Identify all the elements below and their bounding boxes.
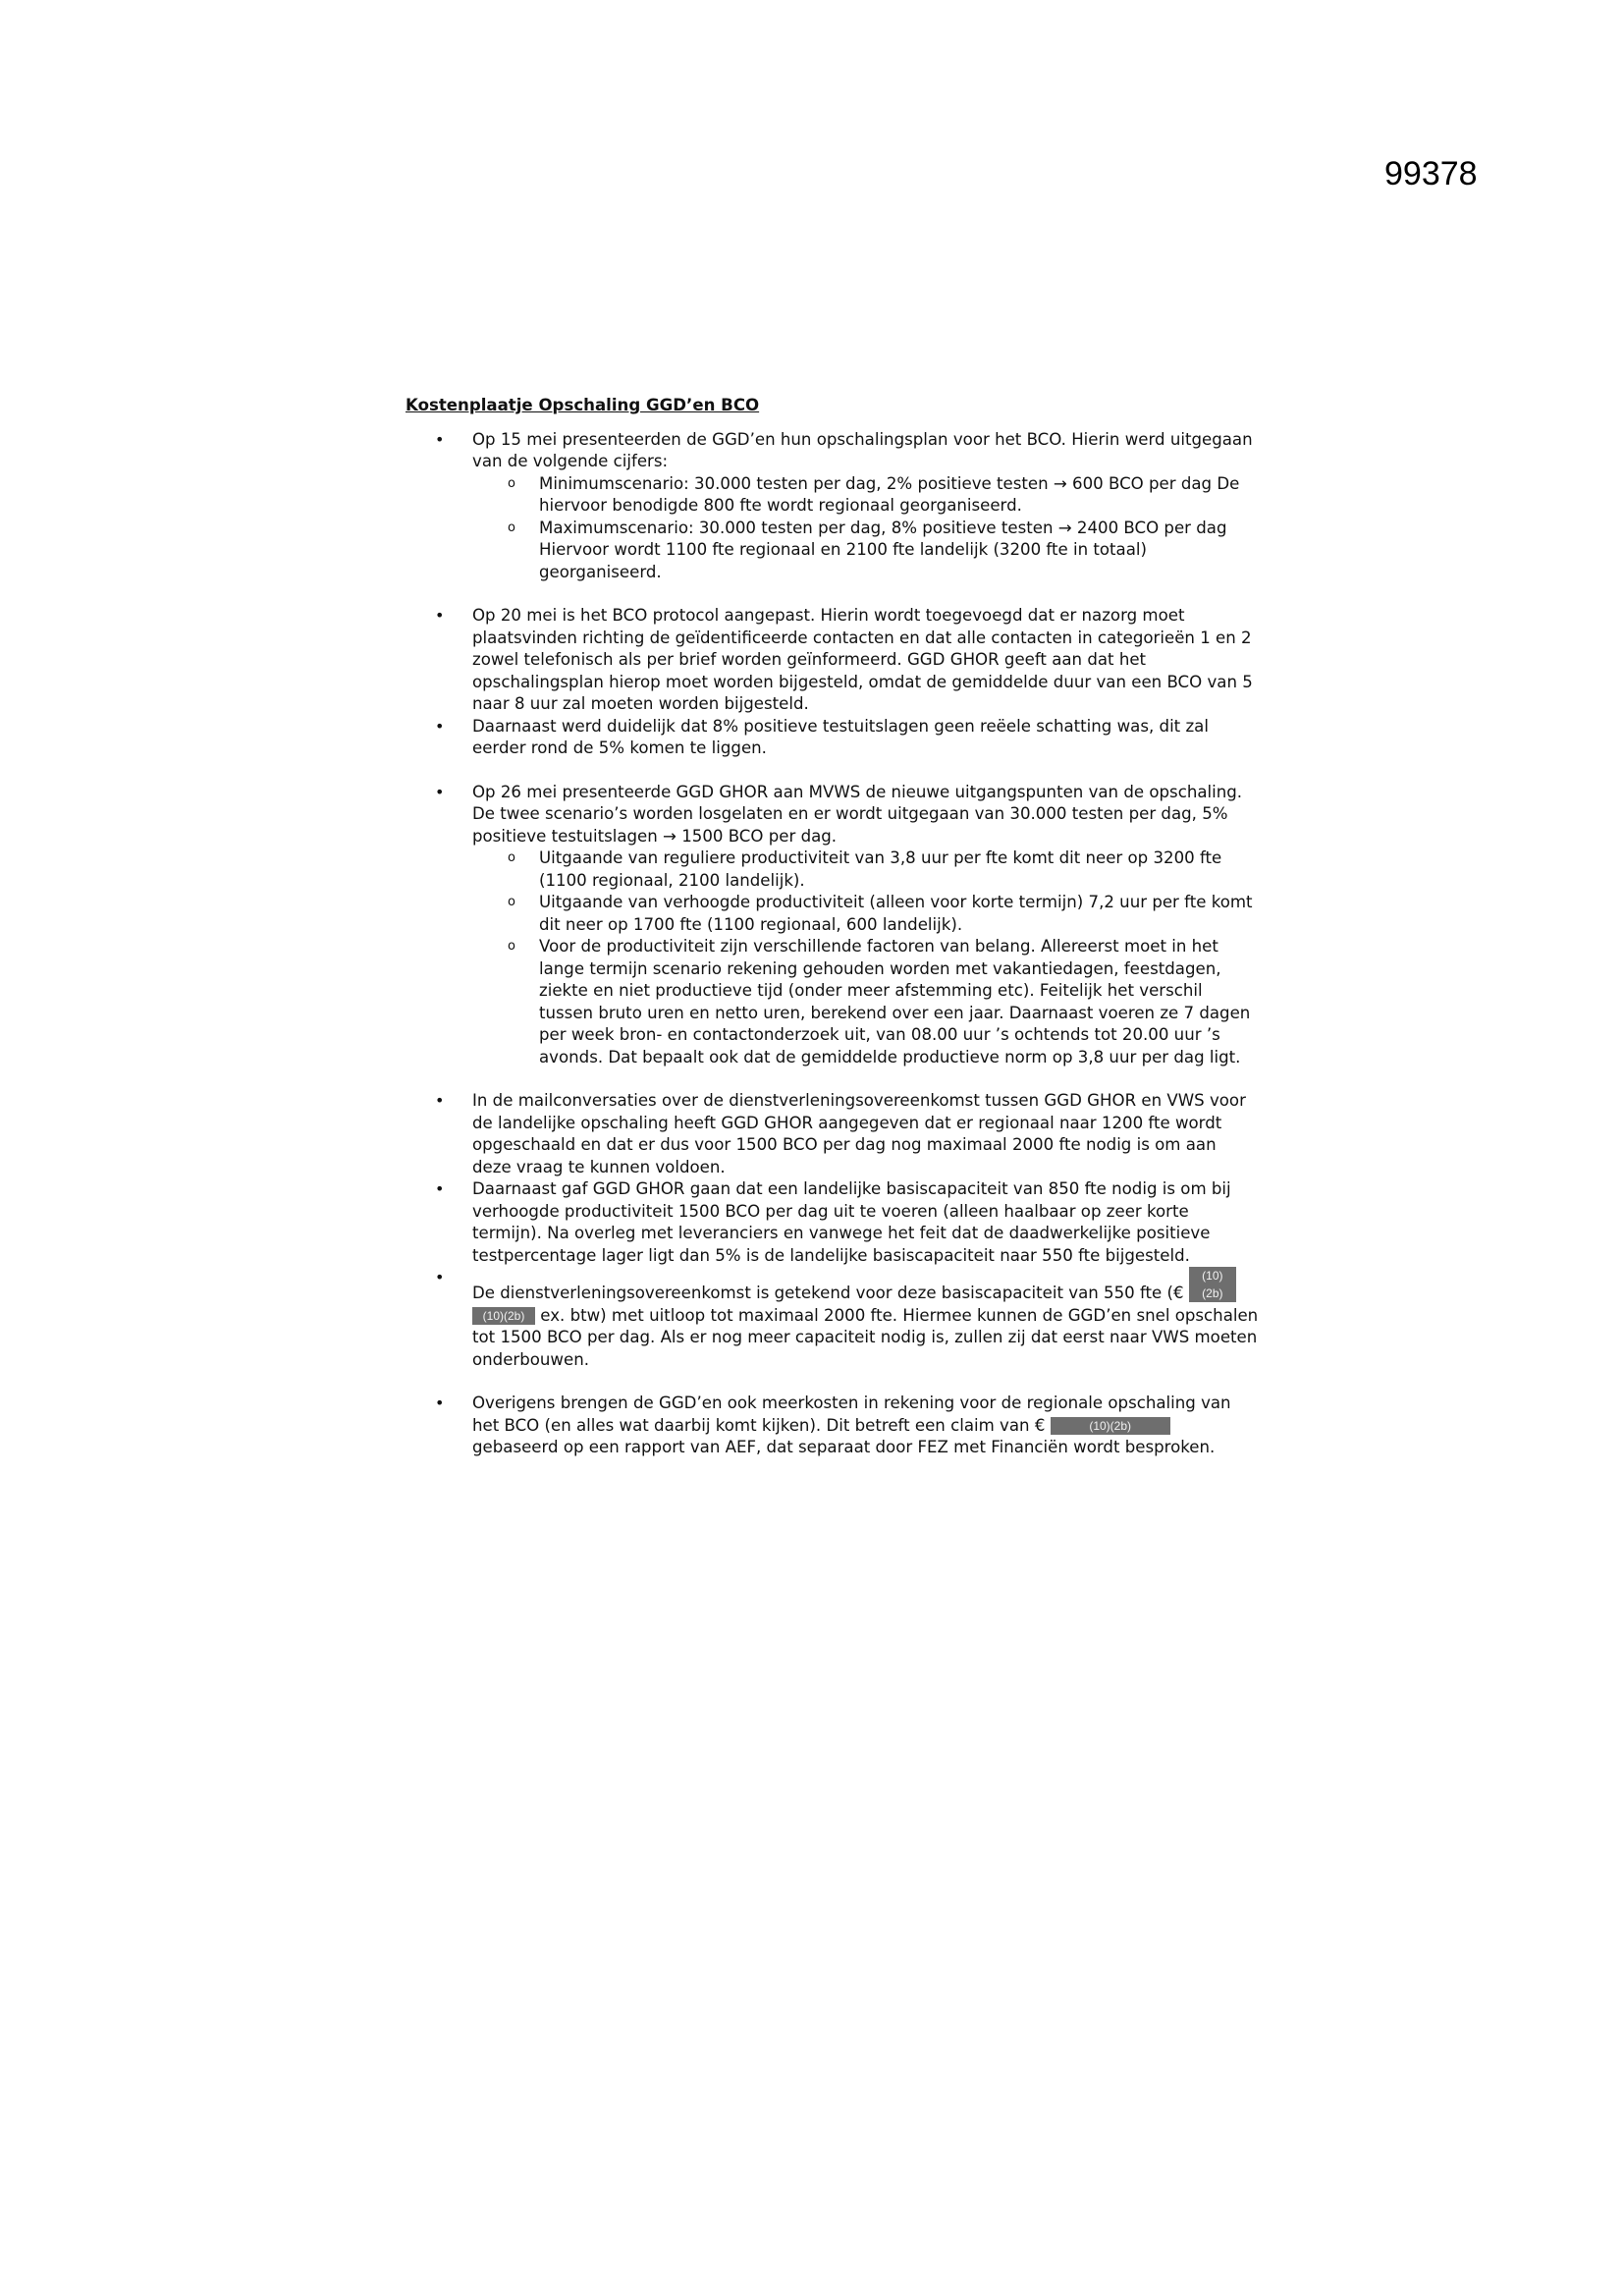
bullet-text: Daarnaast gaf GGD GHOR gaan dat een landelijke basiscapaciteit van 850 fte nodig is om bij verhoogde productiviteit 1500 BCO per dag uit te voeren (alleen haalbaar op zeer korte termijn). Na overleg met leveranciers en vanwege het feit dat de daadwerkelijke positieve testpercentage lager ligt dan 5% is de landelijke basiscapaciteit naar 550 fte bijgesteld. — [472, 1179, 1231, 1265]
bullet-text: gebaseerd op een rapport van AEF, dat separaat door FEZ met Financiën wordt besproken. — [472, 1438, 1216, 1456]
bullet-item — [406, 716, 1260, 760]
sub-text: Maximumscenario: 30.000 testen per dag, 8% positieve testen → 2400 BCO per dag Hiervoor wordt 1100 fte regionaal en 2100 fte landelijk (3200 fte in totaal) georganiseerd. — [539, 518, 1227, 581]
bullet-text: Op 20 mei is het BCO protocol aangepast. Hierin wordt toegevoegd dat er nazorg moet plaatsvinden richting de geïdentificeerde contacten en dat alle contacten in categorieën 1 en 2 zowel telefonisch als per brief worden geïnformeerd. GGD GHOR geeft aan dat het opschalingsplan hierop moet worden bijgesteld, omdat de gemiddelde duur van een BCO van 5 naar 8 uur zal moeten worden bijgesteld. — [472, 606, 1253, 713]
redaction-box: (10)(2b) — [1051, 1417, 1170, 1435]
sub-text: Uitgaande van verhoogde productiviteit (alleen voor korte termijn) 7,2 uur per fte komt dit neer op 1700 fte (1100 regionaal, 600 landelijk). — [539, 893, 1253, 934]
sub-text: Voor de productiviteit zijn verschillende factoren van belang. Allereerst moet in het lange termijn scenario rekening gehouden worden met vakantiedagen, feestdagen, ziekte en niet productieve tijd (onder meer afstemming etc). Feitelijk het verschil tussen bruto uren en netto uren, berekend over een jaar. Daarnaast voeren ze 7 dagen per week bron- en contactonderzoek uit, van 08.00 uur ’s ochtends tot 20.00 uur ’s avonds. Dat bepaalt ook dat de gemiddelde productieve norm op 3,8 uur per dag ligt. — [539, 937, 1251, 1066]
bullet-item — [406, 1090, 1260, 1178]
bullet-item — [406, 1267, 1260, 1371]
bullet-list — [406, 429, 1260, 1459]
sub-item — [472, 847, 1260, 892]
bullet-text: Op 26 mei presenteerde GGD GHOR aan MVWS de nieuwe uitgangspunten van de opschaling. De twee scenario’s worden losgelaten en er wordt uitgegaan van 30.000 testen per dag, 5% positieve testuitslagen → 1500 BCO per dag. — [472, 782, 1243, 846]
sub-list — [472, 847, 1260, 1068]
bullet-text: Overigens brengen de GGD’en ook meerkosten in rekening voor de regionale opschaling van het BCO (en alles wat daarbij komt kijken). Dit betreft een claim van € — [472, 1394, 1231, 1435]
bullet-text: Daarnaast werd duidelijk dat 8% positieve testuitslagen geen reëele schatting was, dit zal eerder rond de 5% komen te liggen. — [472, 716, 1209, 757]
sub-item — [472, 473, 1260, 518]
sub-item — [472, 936, 1260, 1068]
bullet-item — [406, 1393, 1260, 1459]
bullet-text: In de mailconversaties over de dienstverleningsovereenkomst tussen GGD GHOR en VWS voor de landelijke opschaling heeft GGD GHOR aangegeven dat er regionaal naar 1200 fte wordt opgeschaald en dat er dus voor 1500 BCO per dag nog maximaal 2000 fte nodig is om aan deze vraag te kunnen voldoen. — [472, 1091, 1246, 1176]
sub-item — [472, 518, 1260, 584]
sub-item — [472, 892, 1260, 936]
memo-body — [406, 395, 1260, 1459]
bullet-text: Op 15 mei presenteerden de GGD’en hun opschalingsplan voor het BCO. Hierin werd uitgegaan van de volgende cijfers: — [472, 429, 1253, 470]
sub-text: Minimumscenario: 30.000 testen per dag, 2% positieve testen → 600 BCO per dag De hiervoor benodigde 800 fte wordt regionaal georganiseerd. — [539, 473, 1240, 515]
bullet-item — [406, 605, 1260, 716]
bullet-item — [406, 782, 1260, 1069]
bullet-item — [406, 429, 1260, 584]
bullet-text: ex. btw) met uitloop tot maximaal 2000 fte. Hiermee kunnen de GGD’en snel opschalen tot 1500 BCO per dag. Als er nog meer capaciteit nodig is, zullen zij dat eerst naar VWS moeten onderbouwen. — [472, 1305, 1259, 1369]
sub-list — [472, 473, 1260, 584]
document-number: 99378 — [1384, 155, 1478, 192]
sub-text: Uitgaande van reguliere productiviteit van 3,8 uur per fte komt dit neer op 3200 fte (1100 regionaal, 2100 landelijk). — [539, 848, 1222, 890]
bullet-item — [406, 1178, 1260, 1267]
redaction-box: (10)(2b) — [472, 1307, 535, 1325]
bullet-text: De dienstverleningsovereenkomst is getekend voor deze basiscapaciteit van 550 fte (€ — [472, 1284, 1184, 1302]
redaction-box: (10)(2b) — [1189, 1267, 1236, 1302]
memo-title: Kostenplaatje Opschaling GGD’en BCO — [406, 396, 760, 414]
